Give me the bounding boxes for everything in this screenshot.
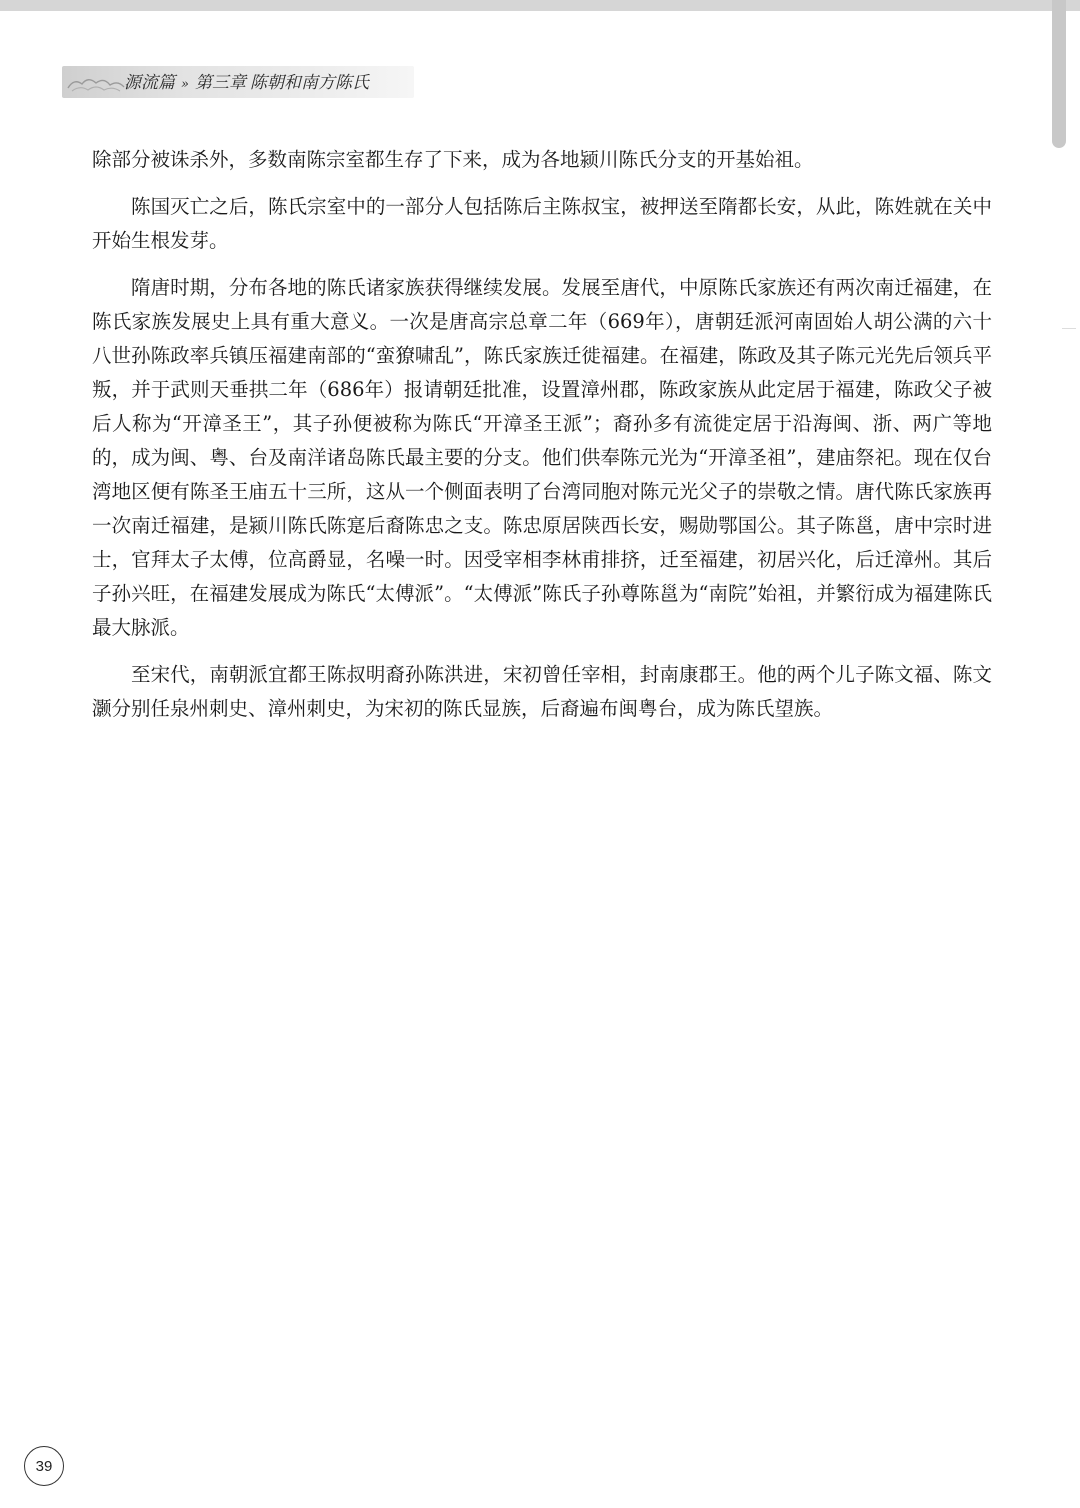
edge-mark	[1062, 328, 1076, 329]
paragraph: 除部分被诛杀外，多数南陈宗室都生存了下来，成为各地颍川陈氏分支的开基始祖。	[92, 148, 814, 171]
cloud-ornament-icon	[66, 72, 126, 94]
header-section: 源流篇	[124, 73, 175, 93]
paragraph: 至宋代，南朝派宜都王陈叔明裔孙陈洪进，宋初曾任宰相，封南康郡王。他的两个儿子陈文福、陈文灏分别任泉州刺史、漳州刺史，为宋初的陈氏显族，后裔遍布闽粤台，成为陈氏望族。	[92, 663, 992, 720]
paragraph: 陈国灭亡之后，陈氏宗室中的一部分人包括陈后主陈叔宝，被押送至隋都长安，从此，陈姓就在关中开始生根发芽。	[92, 195, 992, 252]
top-strip	[0, 0, 1080, 11]
running-header	[124, 70, 369, 96]
header-chapter-title: 陈朝和南方陈氏	[249, 73, 369, 93]
page-number	[24, 1446, 64, 1486]
header-separator: »	[181, 77, 189, 92]
page-number-text: 39	[35, 1457, 53, 1475]
header-chapter: 第三章	[194, 73, 246, 93]
body-text	[92, 143, 992, 739]
scrollbar-thumb[interactable]	[1052, 0, 1066, 148]
paragraph: 隋唐时期，分布各地的陈氏诸家族获得继续发展。发展至唐代，中原陈氏家族还有两次南迁福建，在陈氏家族发展史上具有重大意义。一次是唐高宗总章二年（669年），唐朝廷派河南固始人胡公满的六十八世孙陈政率兵镇压福建南部的“蛮獠啸乱”，陈氏家族迁徙福建。在福建，陈政及其子陈元光先后领兵平叛，并于武则天垂拱二年（686年）报请朝廷批准，设置漳州郡，陈政家族从此定居于福建，陈政父子被后人称为“开漳圣王”，其子孙便被称为陈氏“开漳圣王派”；裔孙多有流徙定居于沿海闽、浙、两广等地的，成为闽、粤、台及南洋诸岛陈氏最主要的分支。他们供奉陈元光为“开漳圣祖”，建庙祭祀。现在仅台湾地区便有陈圣王庙五十三所，这从一个侧面表明了台湾同胞对陈元光父子的崇敬之情。唐代陈氏家族再一次南迁福建，是颍川陈氏陈寔后裔陈忠之支。陈忠原居陕西长安，赐勋鄂国公。其子陈邕，唐中宗时进士，官拜太子太傅，位高爵显，名噪一时。因受宰相李林甫排挤，迁至福建，初居兴化，后迁漳州。其后子孙兴旺，在福建发展成为陈氏“太傅派”。“太傅派”陈氏子孙尊陈邕为“南院”始祖，并繁衍成为福建陈氏最大脉派。	[92, 276, 992, 639]
